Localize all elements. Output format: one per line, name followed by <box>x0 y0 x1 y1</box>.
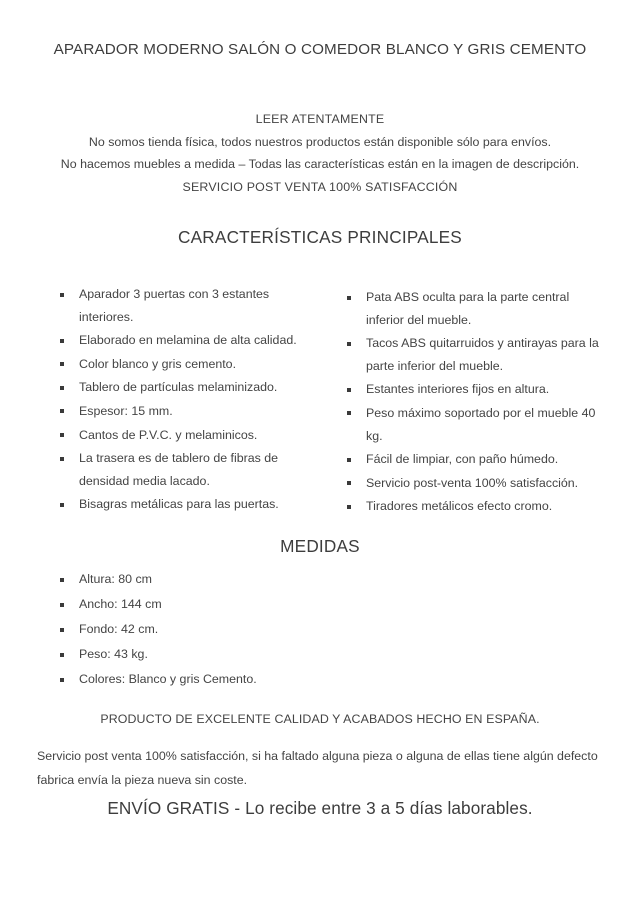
notice-line-3: SERVICIO POST VENTA 100% SATISFACCIÓN <box>182 179 458 194</box>
list-item: Servicio post-venta 100% satisfacción. <box>345 472 600 495</box>
features-section <box>0 283 640 514</box>
page-title: APARADOR MODERNO SALÓN O COMEDOR BLANCO Y GRIS CEMENTO <box>53 41 587 58</box>
quality-statement: PRODUCTO DE EXCELENTE CALIDAD Y ACABADOS HECHO EN ESPAÑA. <box>100 712 540 726</box>
service-paragraph: Servicio post venta 100% satisfacción, si ha faltado alguna pieza o alguna de ellas tiene algún defecto fabrica envía la pieza nueva sin coste. <box>37 749 598 787</box>
list-item: Tablero de partículas melaminizado. <box>58 376 306 399</box>
list-item: Peso máximo soportado por el mueble 40 kg. <box>345 402 600 447</box>
features-heading: CARACTERÍSTICAS PRINCIPALES <box>178 227 462 247</box>
list-item: Estantes interiores fijos en altura. <box>345 378 600 401</box>
list-item: Aparador 3 puertas con 3 estantes interiores. <box>58 283 306 328</box>
list-item: Pata ABS oculta para la parte central inferior del mueble. <box>345 286 600 331</box>
list-item: Altura: 80 cm <box>58 568 378 591</box>
features-right-list <box>345 286 600 518</box>
list-item: Peso: 43 kg. <box>58 643 378 666</box>
notice-block <box>0 108 640 198</box>
shipping-statement: ENVÍO GRATIS - Lo recibe entre 3 a 5 días laborables. <box>107 798 533 818</box>
list-item: Color blanco y gris cemento. <box>58 353 306 376</box>
measures-list <box>58 568 378 691</box>
list-item: Cantos de P.V.C. y melaminicos. <box>58 424 306 447</box>
list-item: Colores: Blanco y gris Cemento. <box>58 668 378 691</box>
list-item: La trasera es de tablero de fibras de densidad media lacado. <box>58 447 306 492</box>
list-item: Ancho: 144 cm <box>58 593 378 616</box>
features-left-list <box>58 283 306 516</box>
notice-line-1: No somos tienda física, todos nuestros productos están disponible sólo para envíos. <box>88 134 552 149</box>
features-left-column <box>58 283 306 517</box>
notice-heading: LEER ATENTAMENTE <box>255 112 385 126</box>
list-item: Elaborado en melamina de alta calidad. <box>58 329 306 352</box>
list-item: Espesor: 15 mm. <box>58 400 306 423</box>
list-item: Tacos ABS quitarruidos y antirayas para la parte inferior del mueble. <box>345 332 600 377</box>
list-item: Tiradores metálicos efecto cromo. <box>345 495 600 518</box>
features-right-column <box>345 283 600 519</box>
measures-section <box>58 568 378 693</box>
measures-heading: MEDIDAS <box>280 536 360 556</box>
list-item: Fondo: 42 cm. <box>58 618 378 641</box>
list-item: Bisagras metálicas para las puertas. <box>58 493 306 516</box>
list-item: Fácil de limpiar, con paño húmedo. <box>345 448 600 471</box>
notice-line-2: No hacemos muebles a medida – Todas las características están en la imagen de descripción. <box>60 157 580 171</box>
